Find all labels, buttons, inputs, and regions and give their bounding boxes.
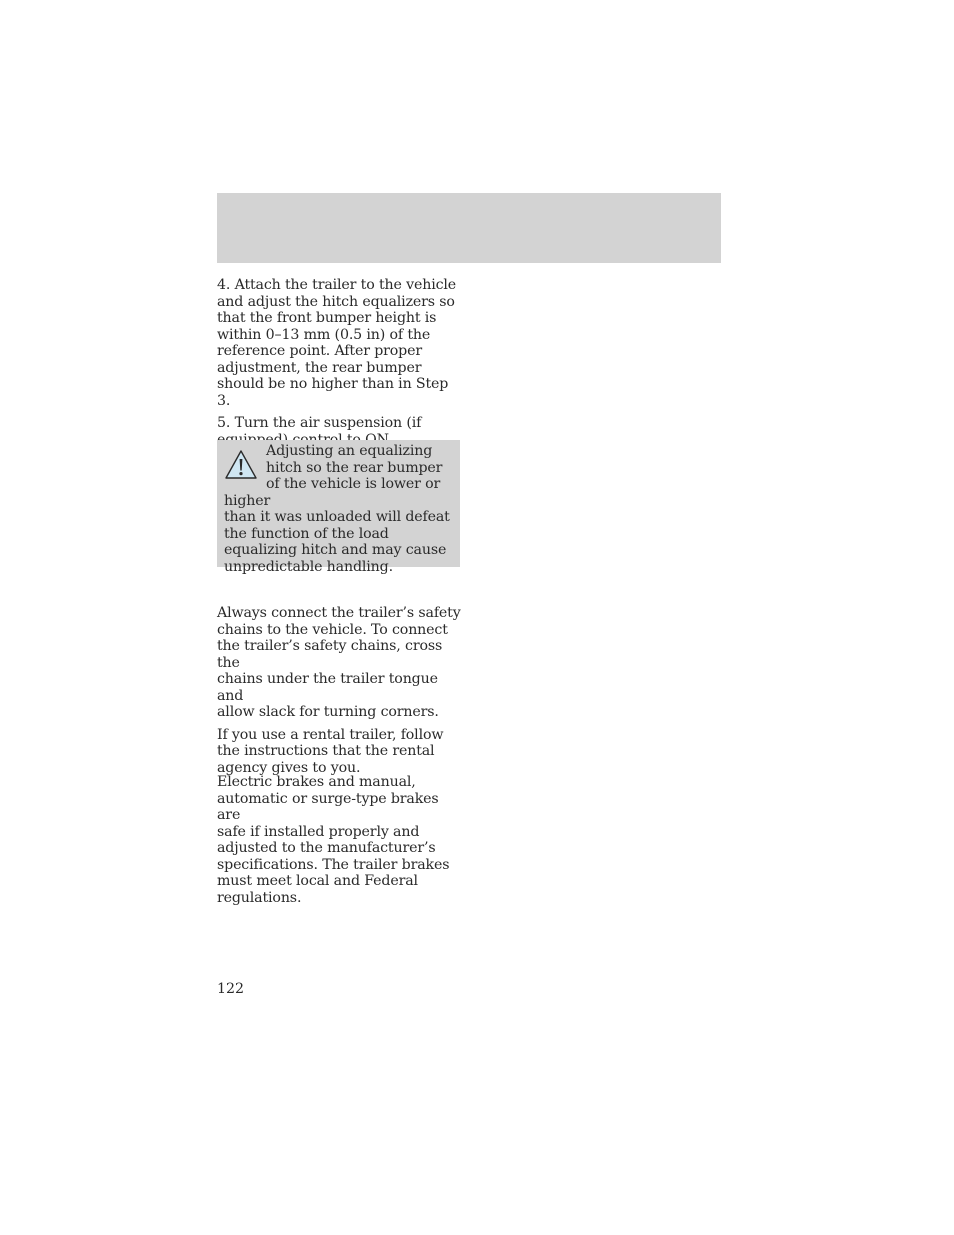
section-header-band [217,193,721,263]
section-equalizer-steps [217,277,461,448]
safety-chains-paragraph: Always connect the trailer’s safety chains to the vehicle. To connect the trailer’s safety chains, cross the chains under the trailer tongue and allow slack for turning corners. [217,605,461,720]
warning-triangle-icon [224,449,258,481]
page-number: 122 [217,981,245,997]
section-trailer-brakes [217,774,461,906]
section-safety-chains [217,605,461,776]
trailer-brakes-paragraph: Electric brakes and manual, automatic or surge-type brakes are safe if installed properly and adjusted to the manufacturer’s specifications. The trailer brakes must meet local and Federal regulations. [217,774,450,906]
rental-trailer-paragraph: If you use a rental trailer, follow the instructions that the rental agency gives to you. [217,726,444,776]
step-4-paragraph: 4. Attach the trailer to the vehicle and adjust the hitch equalizers so that the front bumper height is within 0–13 mm (0.5 in) of the reference point. After proper adjustment, the rear bumper should be no higher than in Step 3. [217,277,457,409]
step-5-paragraph: 5. Turn the air suspension (if [217,415,422,431]
warning-box [217,440,460,575]
warning-text: Adjusting an equalizing hitch so the rear bumper of the vehicle is lower or higher than it was unloaded will defeat the function of the load equalizing hitch and may cause unpredictable handling. [224,443,450,575]
